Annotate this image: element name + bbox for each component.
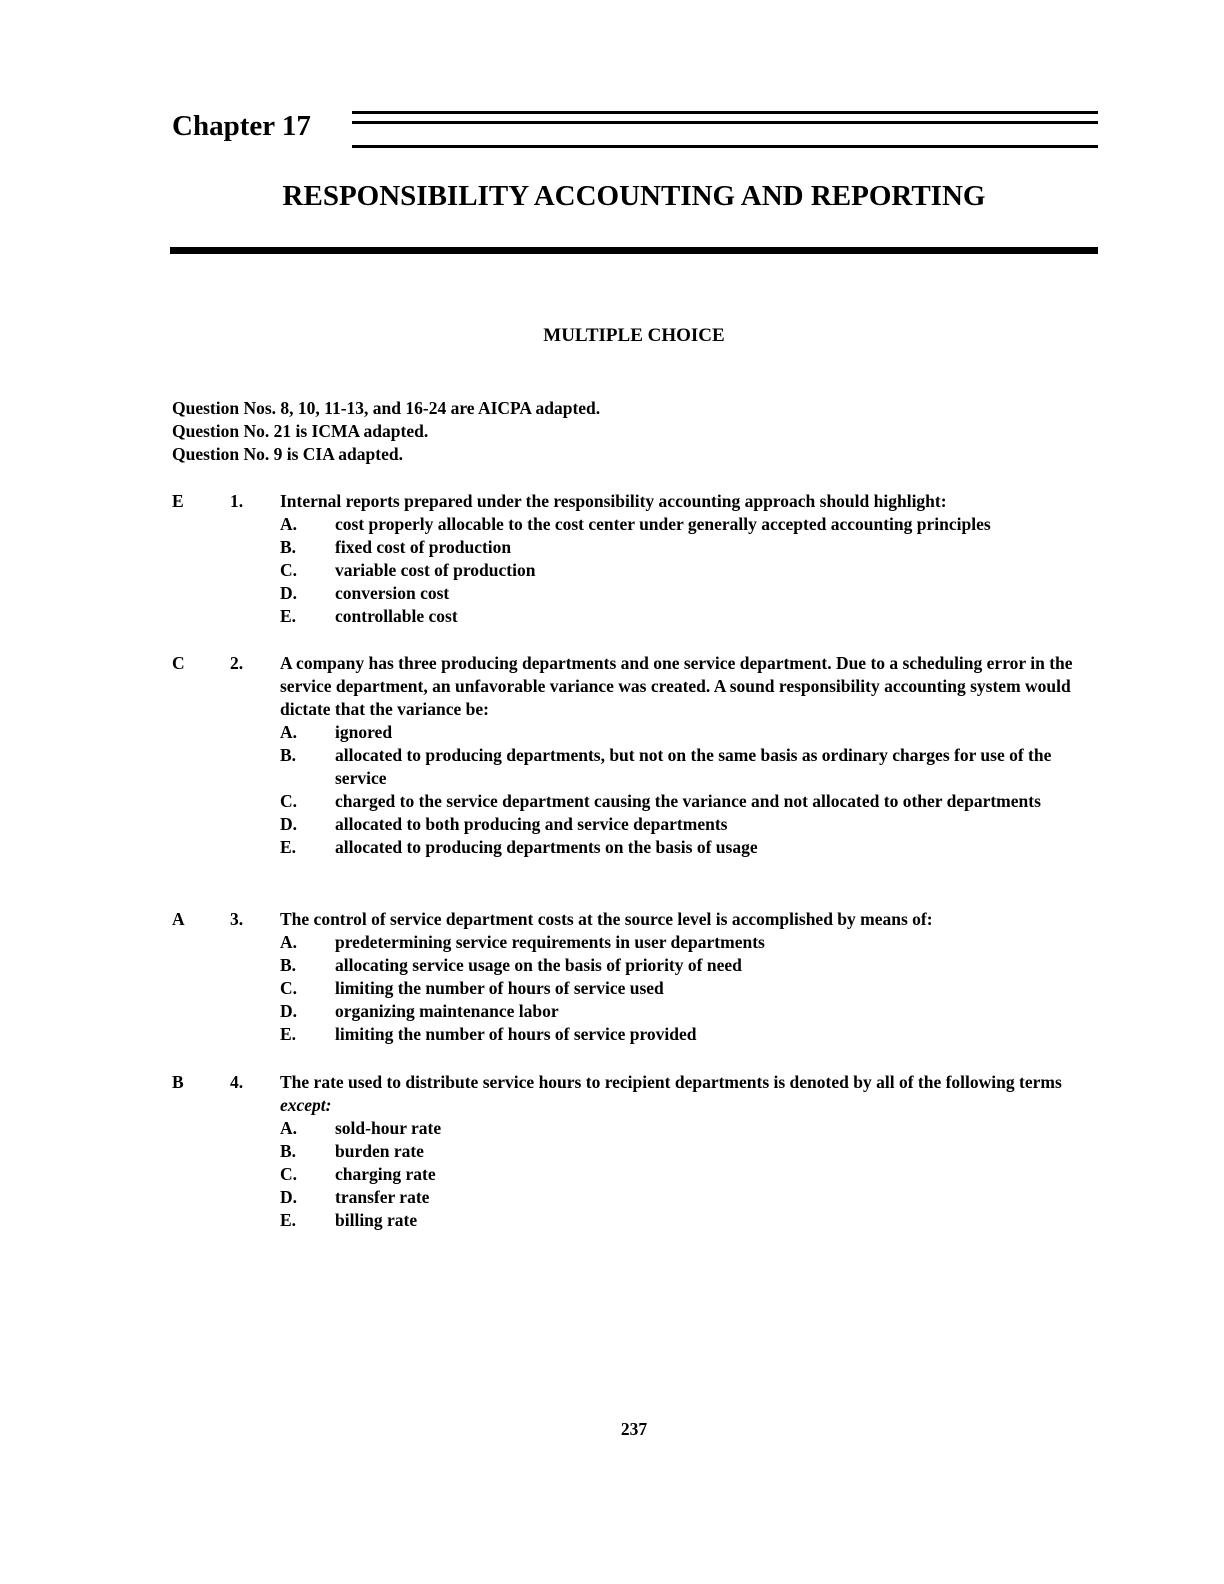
option bbox=[280, 977, 1102, 1000]
option bbox=[280, 790, 1102, 813]
option-letter: E. bbox=[280, 1210, 297, 1230]
stem-text: A company has three producing departments and one service department. Due to a scheduling error in the service department, an unfavorable variance was created. A sound responsibility accounting system would dictate that the variance be: bbox=[280, 653, 1073, 719]
question-4 bbox=[172, 1071, 1102, 1232]
option bbox=[280, 1163, 1102, 1186]
option bbox=[280, 1186, 1102, 1209]
option bbox=[280, 536, 1102, 559]
option-letter: B. bbox=[280, 955, 297, 975]
header-rule bbox=[352, 145, 1098, 148]
header-rule bbox=[352, 111, 1098, 114]
option-text: limiting the number of hours of service used bbox=[335, 978, 664, 998]
option-letter: A. bbox=[280, 722, 298, 742]
option-text: charging rate bbox=[335, 1164, 436, 1184]
question-3 bbox=[172, 908, 1102, 1046]
option-letter: B. bbox=[280, 1141, 297, 1161]
option-text: cost properly allocable to the cost center under generally accepted accounting principles bbox=[335, 514, 991, 534]
option bbox=[280, 559, 1102, 582]
question-2 bbox=[172, 652, 1102, 859]
option-letter: C. bbox=[280, 791, 298, 811]
question-number: 3. bbox=[230, 909, 244, 929]
answer-key: E bbox=[172, 491, 184, 511]
option-letter: A. bbox=[280, 1118, 298, 1138]
question-number: 2. bbox=[230, 653, 244, 673]
option-letter: C. bbox=[280, 978, 298, 998]
option bbox=[280, 1023, 1102, 1046]
option-text: fixed cost of production bbox=[335, 537, 512, 557]
option-text: predetermining service requirements in user departments bbox=[335, 932, 765, 952]
stem-text: The rate used to distribute service hours to recipient departments is denoted by all of the following terms bbox=[280, 1072, 1062, 1092]
option-letter: B. bbox=[280, 537, 297, 557]
option-letter: A. bbox=[280, 514, 298, 534]
question-stem bbox=[280, 490, 1102, 513]
option bbox=[280, 513, 1102, 536]
option-text: burden rate bbox=[335, 1141, 424, 1161]
option-text: variable cost of production bbox=[335, 560, 536, 580]
header-rule bbox=[352, 121, 1098, 124]
options-list bbox=[280, 931, 1102, 1046]
option bbox=[280, 1209, 1102, 1232]
option-letter: E. bbox=[280, 1024, 297, 1044]
option bbox=[280, 1117, 1102, 1140]
option-letter: E. bbox=[280, 606, 297, 626]
answer-key: C bbox=[172, 653, 185, 673]
option-text: ignored bbox=[335, 722, 393, 742]
page-number: 237 bbox=[620, 1419, 648, 1439]
option-text: allocated to producing departments, but not on the same basis as ordinary charges for use of the service bbox=[335, 745, 1052, 788]
question-number: 4. bbox=[230, 1072, 244, 1092]
option bbox=[280, 836, 1102, 859]
option-letter: A. bbox=[280, 932, 298, 952]
options-list bbox=[280, 513, 1102, 628]
question-stem bbox=[280, 652, 1102, 721]
answer-key: B bbox=[172, 1072, 184, 1092]
option-text: allocated to producing departments on the basis of usage bbox=[335, 837, 758, 857]
option bbox=[280, 954, 1102, 977]
question-number: 1. bbox=[230, 491, 244, 511]
section-heading: MULTIPLE CHOICE bbox=[543, 325, 725, 346]
option-text: allocated to both producing and service departments bbox=[335, 814, 728, 834]
option-text: billing rate bbox=[335, 1210, 418, 1230]
source-note: Question Nos. 8, 10, 11-13, and 16-24 are AICPA adapted. bbox=[172, 398, 601, 418]
option-letter: D. bbox=[280, 583, 298, 603]
stem-text: The control of service department costs at the source level is accomplished by means of: bbox=[280, 909, 933, 929]
option-letter: B. bbox=[280, 745, 297, 765]
source-notes bbox=[172, 397, 600, 466]
option bbox=[280, 721, 1102, 744]
source-note: Question No. 9 is CIA adapted. bbox=[172, 444, 403, 464]
option bbox=[280, 1140, 1102, 1163]
option-letter: C. bbox=[280, 560, 298, 580]
option-text: allocating service usage on the basis of priority of need bbox=[335, 955, 742, 975]
option-text: limiting the number of hours of service provided bbox=[335, 1024, 697, 1044]
option-text: conversion cost bbox=[335, 583, 450, 603]
option-text: controllable cost bbox=[335, 606, 458, 626]
option-letter: D. bbox=[280, 1187, 298, 1207]
option-text: sold-hour rate bbox=[335, 1118, 442, 1138]
option-letter: D. bbox=[280, 1001, 298, 1021]
option bbox=[280, 605, 1102, 628]
question-1 bbox=[172, 490, 1102, 628]
source-note: Question No. 21 is ICMA adapted. bbox=[172, 421, 429, 441]
title-divider bbox=[170, 247, 1098, 254]
options-list bbox=[280, 1117, 1102, 1232]
answer-key: A bbox=[172, 909, 185, 929]
option-text: transfer rate bbox=[335, 1187, 430, 1207]
option-text: organizing maintenance labor bbox=[335, 1001, 559, 1021]
option-letter: E. bbox=[280, 837, 297, 857]
option bbox=[280, 744, 1102, 790]
option-letter: D. bbox=[280, 814, 298, 834]
question-stem bbox=[280, 1071, 1102, 1117]
chapter-label: Chapter 17 bbox=[172, 110, 311, 142]
option bbox=[280, 1000, 1102, 1023]
option bbox=[280, 813, 1102, 836]
options-list bbox=[280, 721, 1102, 859]
option bbox=[280, 582, 1102, 605]
chapter-title: RESPONSIBILITY ACCOUNTING AND REPORTING bbox=[282, 180, 986, 212]
stem-text: Internal reports prepared under the responsibility accounting approach should highlight: bbox=[280, 491, 947, 511]
option-text: charged to the service department causing the variance and not allocated to other departments bbox=[335, 791, 1041, 811]
option bbox=[280, 931, 1102, 954]
question-stem bbox=[280, 908, 1102, 931]
option-letter: C. bbox=[280, 1164, 298, 1184]
stem-emphasis: except: bbox=[280, 1095, 332, 1115]
